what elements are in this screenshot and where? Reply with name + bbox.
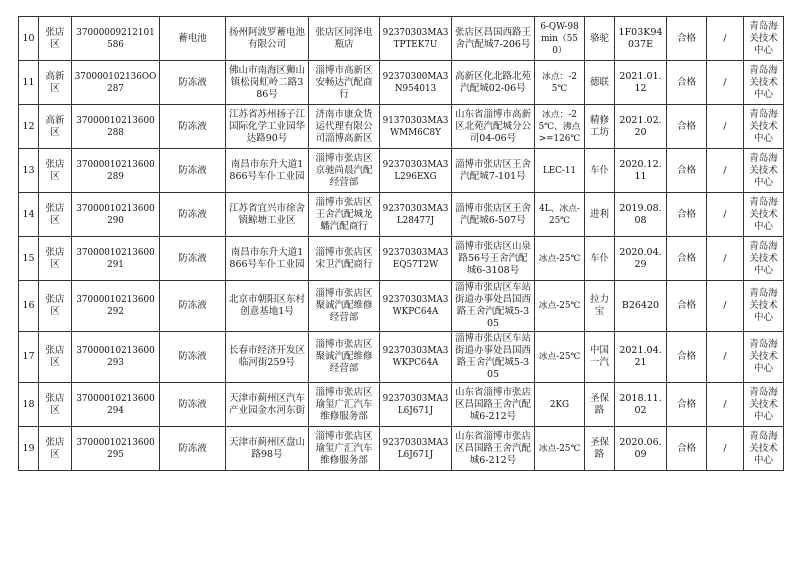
cell-sample-number: 370000102136OO287 — [72, 61, 160, 105]
cell-seller-name: 淄博市张店区京驰尚晨汽配经营部 — [309, 149, 380, 193]
cell-product-type: 防冻液 — [160, 237, 226, 281]
cell-sample-number: 37000010213600294 — [72, 383, 160, 427]
cell-district: 张店区 — [39, 193, 72, 237]
cell-result: 合格 — [667, 281, 707, 332]
cell-result: 合格 — [667, 237, 707, 281]
cell-row-number: 16 — [19, 281, 39, 332]
cell-batch-date: 1F03K94037E — [615, 17, 667, 61]
table-row — [19, 61, 784, 105]
cell-credit-code: 92370303MA3L6J671J — [380, 427, 452, 471]
cell-testing-agency: 青岛海关技术中心 — [744, 281, 784, 332]
cell-result: 合格 — [667, 105, 707, 149]
table-row — [19, 105, 784, 149]
cell-batch-date: 2018.11.02 — [615, 383, 667, 427]
cell-product-type: 防冻液 — [160, 383, 226, 427]
cell-district: 张店区 — [39, 383, 72, 427]
cell-brand: 进利 — [585, 193, 615, 237]
cell-district: 张店区 — [39, 237, 72, 281]
cell-credit-code: 92370303MA3L28477J — [380, 193, 452, 237]
cell-sample-number: 37000010213600289 — [72, 149, 160, 193]
cell-seller-name: 淄博市张店区聚诚汽配维修经营部 — [309, 281, 380, 332]
cell-batch-date: B26420 — [615, 281, 667, 332]
cell-remark: / — [707, 383, 744, 427]
cell-result: 合格 — [667, 149, 707, 193]
cell-result: 合格 — [667, 427, 707, 471]
cell-row-number: 13 — [19, 149, 39, 193]
cell-seller-address: 淄博市张店区山泉路56号王舍汽配城6-3108号 — [452, 237, 535, 281]
cell-specification: 冰点：-25℃、沸点>=126℃ — [535, 105, 585, 149]
cell-sample-number: 37000009212101586 — [72, 17, 160, 61]
cell-batch-date: 2021.01.12 — [615, 61, 667, 105]
cell-manufacturer-address: 天津市蓟州区汽车产业园金水河东街 — [226, 383, 309, 427]
cell-row-number: 14 — [19, 193, 39, 237]
cell-testing-agency: 青岛海关技术中心 — [744, 383, 784, 427]
cell-seller-address: 山东省淄博市张店区昌国路王舍汽配城6-212号 — [452, 383, 535, 427]
cell-credit-code: 92370303MA3EQ57T2W — [380, 237, 452, 281]
cell-batch-date: 2021.02.20 — [615, 105, 667, 149]
cell-district: 张店区 — [39, 427, 72, 471]
table-row — [19, 17, 784, 61]
cell-seller-address: 淄博市张店区车站街道办事处昌国西路王舍汽配城5-305 — [452, 332, 535, 383]
cell-manufacturer-address: 南昌市东升大道1866号车仆工业园 — [226, 149, 309, 193]
cell-batch-date: 2020.04.29 — [615, 237, 667, 281]
cell-result: 合格 — [667, 17, 707, 61]
cell-testing-agency: 青岛海关技术中心 — [744, 149, 784, 193]
cell-seller-name: 淄博市张店区王舍汽配城龙蟠汽配商行 — [309, 193, 380, 237]
cell-product-type: 蓄电池 — [160, 17, 226, 61]
cell-sample-number: 37000010213600293 — [72, 332, 160, 383]
cell-credit-code: 92370303MA3WKPC64A — [380, 281, 452, 332]
cell-manufacturer-address: 佛山市南海区狮山镇松岗虹岭二路386号 — [226, 61, 309, 105]
cell-seller-name: 淄博市张店区聚诚汽配维修经营部 — [309, 332, 380, 383]
cell-remark: / — [707, 281, 744, 332]
cell-district: 高新区 — [39, 105, 72, 149]
cell-remark: / — [707, 105, 744, 149]
cell-specification: 6-QW-98min（550） — [535, 17, 585, 61]
cell-brand: 德联 — [585, 61, 615, 105]
cell-sample-number: 37000010213600295 — [72, 427, 160, 471]
cell-brand: 圣保路 — [585, 427, 615, 471]
cell-specification: 2KG — [535, 383, 585, 427]
cell-remark: / — [707, 427, 744, 471]
cell-row-number: 10 — [19, 17, 39, 61]
cell-manufacturer-address: 江苏省苏州扬子江国际化学工业园华达路90号 — [226, 105, 309, 149]
cell-testing-agency: 青岛海关技术中心 — [744, 193, 784, 237]
cell-result: 合格 — [667, 61, 707, 105]
cell-specification: 冰点：-25℃ — [535, 61, 585, 105]
cell-testing-agency: 青岛海关技术中心 — [744, 332, 784, 383]
cell-manufacturer-address: 江苏省宜兴市徐舍镇鲸塘工业区 — [226, 193, 309, 237]
table-row — [19, 427, 784, 471]
cell-seller-address: 山东省淄博市高新区北苑汽配城分公司04-06号 — [452, 105, 535, 149]
cell-product-type: 防冻液 — [160, 281, 226, 332]
cell-row-number: 12 — [19, 105, 39, 149]
cell-manufacturer-address: 扬州阿波罗蓄电池有限公司 — [226, 17, 309, 61]
cell-testing-agency: 青岛海关技术中心 — [744, 17, 784, 61]
cell-credit-code: 92370300MA3N954013 — [380, 61, 452, 105]
cell-result: 合格 — [667, 332, 707, 383]
cell-remark: / — [707, 17, 744, 61]
cell-brand: 精修工坊 — [585, 105, 615, 149]
cell-credit-code: 91370303MA3WMM6C8Y — [380, 105, 452, 149]
cell-district: 张店区 — [39, 281, 72, 332]
cell-batch-date: 2019.08.08 — [615, 193, 667, 237]
cell-testing-agency: 青岛海关技术中心 — [744, 237, 784, 281]
cell-seller-address: 高新区化北路北苑汽配城02-06号 — [452, 61, 535, 105]
cell-credit-code: 92370303MA3L6J671J — [380, 383, 452, 427]
cell-brand: 骆驼 — [585, 17, 615, 61]
cell-testing-agency: 青岛海关技术中心 — [744, 427, 784, 471]
cell-seller-name: 张店区同泽电瓶店 — [309, 17, 380, 61]
cell-manufacturer-address: 天津市蓟州区盘山路98号 — [226, 427, 309, 471]
cell-seller-address: 山东省淄博市张店区昌国路王舍汽配城6-212号 — [452, 427, 535, 471]
cell-seller-address: 淄博市张店区王舍汽配城7-101号 — [452, 149, 535, 193]
cell-result: 合格 — [667, 383, 707, 427]
cell-credit-code: 92370303MA3WKPC64A — [380, 332, 452, 383]
cell-remark: / — [707, 193, 744, 237]
table-body — [19, 17, 784, 471]
cell-sample-number: 37000010213600291 — [72, 237, 160, 281]
cell-testing-agency: 青岛海关技术中心 — [744, 61, 784, 105]
cell-seller-name: 济南市康众货运代理有限公司淄博高新区 — [309, 105, 380, 149]
cell-row-number: 11 — [19, 61, 39, 105]
cell-specification: LEC-11 — [535, 149, 585, 193]
cell-product-type: 防冻液 — [160, 149, 226, 193]
cell-manufacturer-address: 长春市经济开发区临河街259号 — [226, 332, 309, 383]
cell-specification: 冰点-25℃ — [535, 237, 585, 281]
cell-product-type: 防冻液 — [160, 105, 226, 149]
cell-product-type: 防冻液 — [160, 332, 226, 383]
cell-row-number: 15 — [19, 237, 39, 281]
cell-result: 合格 — [667, 193, 707, 237]
cell-batch-date: 2021.04.21 — [615, 332, 667, 383]
cell-credit-code: 92370303MA3TPTEK7U — [380, 17, 452, 61]
cell-testing-agency: 青岛海关技术中心 — [744, 105, 784, 149]
cell-specification: 冰点-25℃ — [535, 332, 585, 383]
cell-sample-number: 37000010213600288 — [72, 105, 160, 149]
cell-seller-address: 淄博市张店区车站街道办事处昌国西路王舍汽配城5-305 — [452, 281, 535, 332]
cell-district: 张店区 — [39, 332, 72, 383]
cell-row-number: 17 — [19, 332, 39, 383]
cell-remark: / — [707, 237, 744, 281]
cell-row-number: 18 — [19, 383, 39, 427]
cell-manufacturer-address: 北京市朝阳区东村创意基地1号 — [226, 281, 309, 332]
table-row — [19, 383, 784, 427]
cell-specification: 冰点-25℃ — [535, 281, 585, 332]
cell-batch-date: 2020.06.09 — [615, 427, 667, 471]
table-row — [19, 193, 784, 237]
cell-batch-date: 2020.12.11 — [615, 149, 667, 193]
table-row — [19, 149, 784, 193]
cell-specification: 4L、冰点-25℃ — [535, 193, 585, 237]
cell-specification: 冰点-25℃ — [535, 427, 585, 471]
cell-sample-number: 37000010213600290 — [72, 193, 160, 237]
cell-product-type: 防冻液 — [160, 193, 226, 237]
cell-sample-number: 37000010213600292 — [72, 281, 160, 332]
cell-brand: 车仆 — [585, 237, 615, 281]
inspection-results-table — [18, 16, 784, 471]
cell-brand: 圣保路 — [585, 383, 615, 427]
cell-district: 张店区 — [39, 149, 72, 193]
cell-seller-name: 淄博市张店区宋卫汽配商行 — [309, 237, 380, 281]
cell-district: 高新区 — [39, 61, 72, 105]
table-row — [19, 237, 784, 281]
cell-manufacturer-address: 南昌市东升大道1866号车仆工业园 — [226, 237, 309, 281]
cell-seller-name: 淄博市张店区瑜玺广汇汽车维修服务部 — [309, 383, 380, 427]
cell-remark: / — [707, 61, 744, 105]
cell-product-type: 防冻液 — [160, 427, 226, 471]
cell-remark: / — [707, 149, 744, 193]
cell-brand: 车仆 — [585, 149, 615, 193]
table-row — [19, 332, 784, 383]
cell-seller-address: 淄博市张店区王舍汽配城6-507号 — [452, 193, 535, 237]
cell-product-type: 防冻液 — [160, 61, 226, 105]
cell-credit-code: 92370303MA3L296EXG — [380, 149, 452, 193]
cell-seller-name: 淄博市张店区瑜玺广汇汽车维修服务部 — [309, 427, 380, 471]
cell-brand: 中国一汽 — [585, 332, 615, 383]
cell-seller-address: 张店区昌国西路王舍汽配城7-206号 — [452, 17, 535, 61]
cell-district: 张店区 — [39, 17, 72, 61]
cell-seller-name: 淄博市高新区安畅达汽配商行 — [309, 61, 380, 105]
cell-row-number: 19 — [19, 427, 39, 471]
cell-remark: / — [707, 332, 744, 383]
table-row — [19, 281, 784, 332]
cell-brand: 拉力宝 — [585, 281, 615, 332]
